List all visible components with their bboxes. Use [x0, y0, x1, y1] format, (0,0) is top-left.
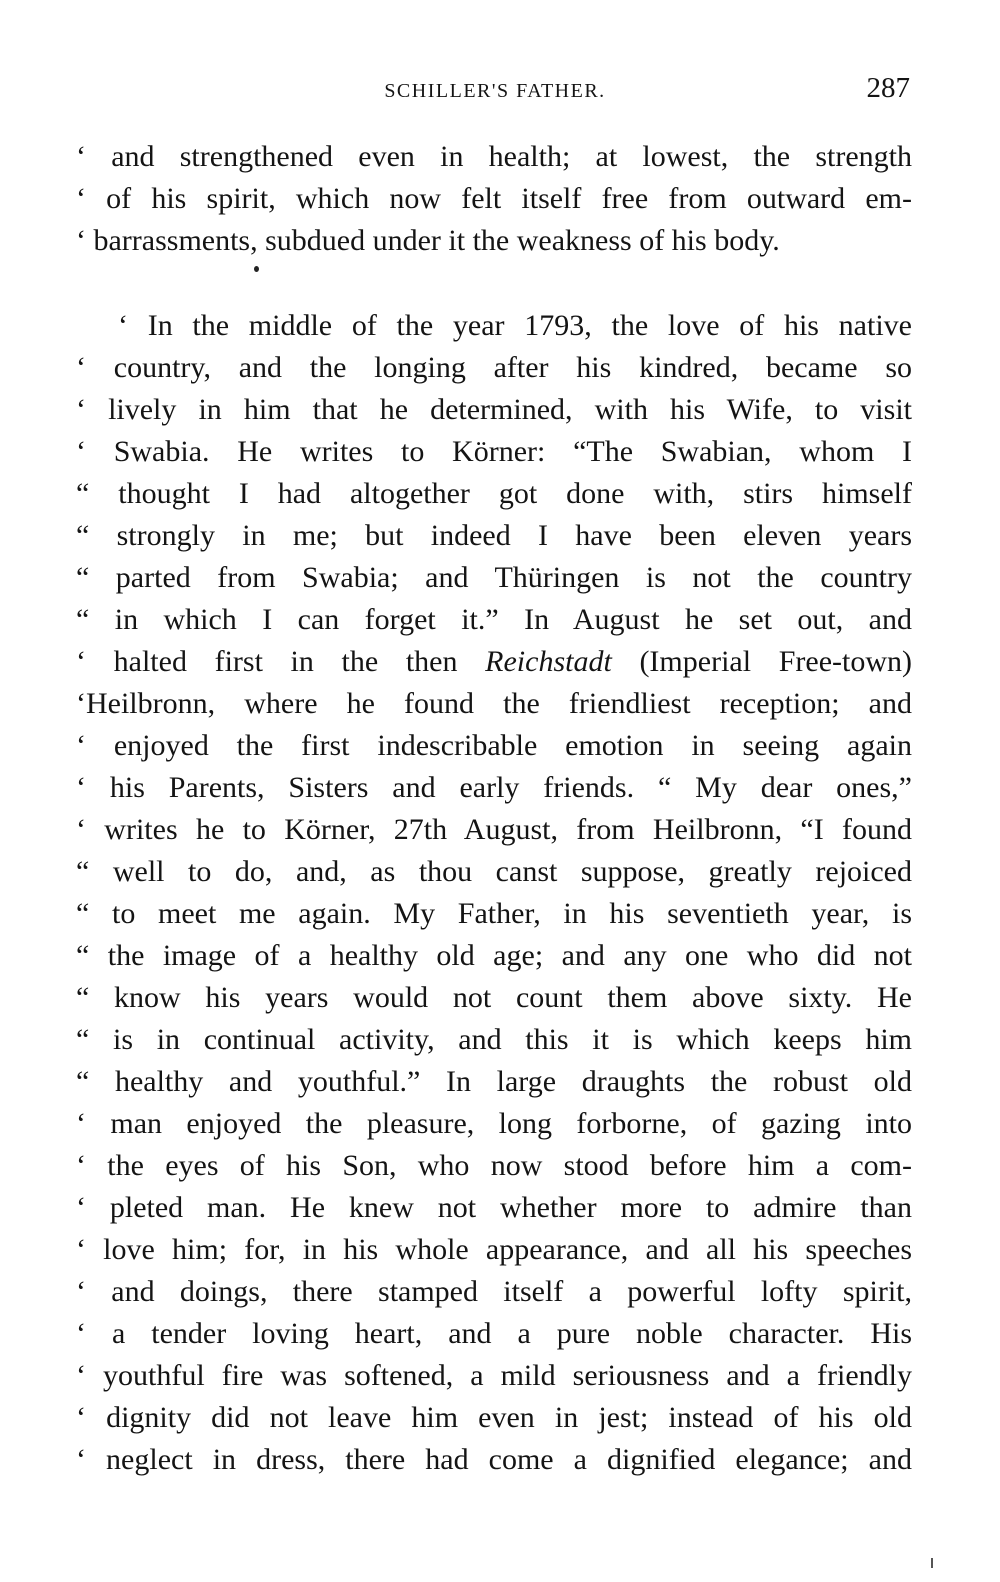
text-line: “ well to do, and, as thou canst suppose, greatly rejoiced	[76, 855, 912, 888]
text-line: ‘Heilbronn, where he found the friendliest reception; and	[76, 687, 912, 720]
text-line: ‘ neglect in dress, there had come a dignified elegance; and	[76, 1443, 912, 1476]
text-line: ‘ a tender loving heart, and a pure noble character. His	[76, 1317, 912, 1350]
text-line: ‘ pleted man. He knew not whether more to admire than	[76, 1191, 912, 1224]
text-line: “ know his years would not count them above sixty. He	[76, 981, 912, 1014]
text-line: ‘ love him; for, in his whole appearance, and all his speeches	[76, 1233, 912, 1266]
text-line: ‘ dignity did not leave him even in jest; instead of his old	[76, 1401, 912, 1434]
text-line: ‘ enjoyed the first indescribable emotion in seeing again	[76, 729, 912, 762]
italic-term: Reichstadt	[485, 645, 612, 678]
text-line: ‘ man enjoyed the pleasure, long forborne, of gazing into	[76, 1107, 912, 1140]
text-line: ‘ of his spirit, which now felt itself free from outward em-	[76, 182, 912, 215]
text-line: ‘ barrassments, subdued under it the weakness of his body.	[76, 224, 780, 257]
text-line: “ the image of a healthy old age; and any one who did not	[76, 939, 912, 972]
running-title: SCHILLER'S FATHER.	[384, 80, 606, 102]
text-line: ‘ Swabia. He writes to Körner: “The Swabian, whom I	[76, 435, 912, 468]
text-line: “ thought I had altogether got done with, stirs himself	[76, 477, 912, 510]
text-line: “ healthy and youthful.” In large draughts the robust old	[76, 1065, 912, 1098]
text-line: “ in which I can forget it.” In August he set out, and	[76, 603, 912, 636]
text-segment: (Imperial Free-town)	[611, 645, 912, 678]
text-line: “ is in continual activity, and this it is which keeps him	[76, 1023, 912, 1056]
text-line: ‘ his Parents, Sisters and early friends. “ My dear ones,”	[76, 771, 912, 804]
running-head	[80, 72, 910, 108]
text-line: ‘ country, and the longing after his kindred, became so	[76, 351, 912, 384]
text-line: “ parted from Swabia; and Thüringen is not the country	[76, 561, 912, 594]
text-line: ‘ youthful fire was softened, a mild seriousness and a friendly	[76, 1359, 912, 1392]
text-line: “ strongly in me; but indeed I have been eleven years	[76, 519, 912, 552]
text-line: ‘ and doings, there stamped itself a powerful lofty spirit,	[76, 1275, 912, 1308]
stray-ink-dot	[254, 266, 259, 272]
text-segment: ‘ halted first in the then	[76, 645, 486, 678]
page-number: 287	[866, 72, 910, 104]
scan-edge-mark	[931, 1558, 933, 1568]
text-line: “ to meet me again. My Father, in his seventieth year, is	[76, 897, 912, 930]
text-line: ‘ lively in him that he determined, with his Wife, to visit	[76, 393, 912, 426]
text-line: ‘ the eyes of his Son, who now stood before him a com-	[76, 1149, 912, 1182]
text-line	[76, 641, 912, 683]
text-line: ‘ and strengthened even in health; at lowest, the strength	[76, 140, 912, 173]
text-line: ‘ writes he to Körner, 27th August, from Heilbronn, “I found	[76, 813, 912, 846]
text-line: ‘ In the middle of the year 1793, the love of his native	[118, 309, 912, 342]
